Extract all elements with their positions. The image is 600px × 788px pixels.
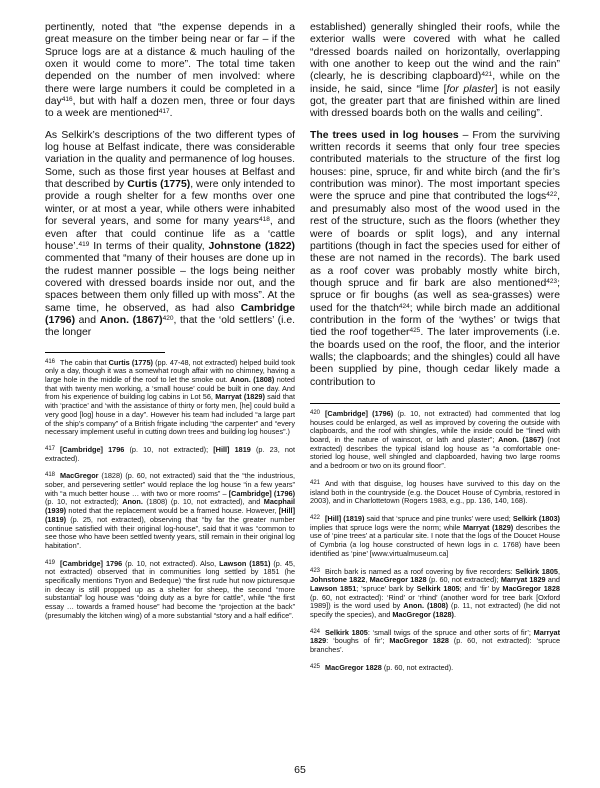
bold-citation: Johnstone 1822 <box>310 575 366 585</box>
footnote-424 <box>310 629 560 655</box>
footnote-425 <box>310 664 560 673</box>
bold-citation: Anon. (1808) <box>403 601 449 611</box>
text-run: And with that disguise, log houses have survived to this day on the island both in the countryside (e.g. the Doucet House of Cymbria, restored in 2003), and in Charlottetown (Rogers 1983, e.g., pp. 136, 140, 168). <box>310 478 560 506</box>
bold-citation: Cambridge (1796) <box>45 302 295 326</box>
text-run: ; ‘spruce’ bark by <box>356 583 417 593</box>
text-run: (p. 60, not extracted): ‘Rind’ or ‘rhind’ (another word for tree bark [Oxford 1989]) is the word used by <box>310 592 560 611</box>
text-run: ; while birch made an additional contribution in the form of the ‘wythes’ or twigs that tied the roof together <box>310 302 560 339</box>
text-run: (1808) (p. 10, not extracted), and <box>142 497 264 507</box>
text-run: commented that “many of their houses are done up in the rudest manner possible – the logs being neither covered with dressed boards inside nor out, and the spaces between them only filled up with moss”. At the same time, he observed, as had also <box>45 253 295 314</box>
text-run: (pp. 47-48, not extracted) helped build took only a day, though it was a somewhat rough affair with no chimney, having a large hole in the middle of the roof to let the smoke out. <box>45 357 295 384</box>
text-run: (p. 45, not extracted) observed that in communities long settled by 1851 (he specifically mentions Tryon and Bedeque) “the first rude hut now picturesque in decay is still propped up as a shelter for sheep, the second “more substantial” log house was “doing duty as a byre for cattle”, while “the first essay … towards a framed house” had become the “projection at the back” (presumably the kitchen wing) of a more substantial “story and a half edifice”. <box>45 558 295 620</box>
text-run: (1828) (p. 60, not extracted) said that the “the industrious, sober, and persevering settler” would replace the log house “in a few years” with “a much better house … with two or more rooms” – <box>45 471 295 498</box>
bold-citation: Anon. (1808) <box>230 375 275 384</box>
bold-citation: Selkirk 1805 <box>416 583 460 593</box>
bold-citation: Curtis (1775) <box>127 179 191 191</box>
bold-citation: MacGregor 1828 <box>502 583 560 593</box>
text-run: ; spruce or fir boughs (as well as sea-grasses) were used for the thatch <box>310 277 560 314</box>
text-run: (p. 25, not extracted), observing that “by far the greater number continue satisfied with their original log-house”, said that it was “common to see those who have been settled twenty years, still remain in their original log habitation”. <box>45 514 295 550</box>
right-footnotes <box>310 410 560 673</box>
body-paragraph <box>310 22 560 121</box>
bold-citation: Macphail (1939) <box>45 497 296 516</box>
footnote-number: 419 <box>45 559 56 566</box>
footnote-ref: 422 <box>546 191 558 199</box>
text-run: – From the surviving written records it seems that only four tree species contributed materials to the structure of the first log houses: pine, spruce, fir and white birch (and the fir’s contribution was minor). The most important species were the spruce and pine that contributed the logs <box>310 129 560 203</box>
footnote-417 <box>45 446 295 463</box>
footnote-420 <box>310 410 560 471</box>
bold-citation: MacGregor 1828 <box>369 575 427 585</box>
footnote-422 <box>310 515 560 559</box>
footnote-number: 417 <box>45 445 56 452</box>
footnote-418 <box>45 472 295 550</box>
left-body-text <box>45 22 295 340</box>
bold-citation: Selkirk (1803) <box>512 514 560 523</box>
text-run: describes the use of ‘pine trees’ at a particular site. I note that the logs of the Doucet House of Cymbria (a log house constructed of hewn logs in <box>310 522 561 550</box>
bold-citation: Anon. <box>122 497 143 507</box>
footnote-ref: 420 <box>162 314 174 322</box>
footnote-ref: 416 <box>61 96 73 104</box>
right-body-text <box>310 22 560 389</box>
text-run: and <box>75 314 100 326</box>
bold-citation: Lawson 1851 <box>310 583 357 593</box>
footnote-number: 421 <box>310 479 321 486</box>
footnote-number: 423 <box>310 567 321 574</box>
text-run: (p. 10, not extracted); <box>45 497 123 507</box>
bold-citation: MacGregor <box>60 471 99 481</box>
italic-text: c. <box>493 540 500 550</box>
text-run: , that the ‘old settlers’ (i.e. the longer <box>45 314 295 339</box>
text-run: (p. 23, not extracted). <box>45 444 296 463</box>
text-run: (p. 10, not extracted). Also, <box>122 558 220 568</box>
bold-citation: Marryat 1829 <box>500 575 546 585</box>
bold-citation: [Cambridge] 1796 <box>60 558 123 568</box>
text-run: The cabin that <box>60 357 109 367</box>
footnote-ref: 423 <box>546 277 558 285</box>
text-run: (not extracted) describes the typical island log house as “a comfortable one-storied log house, well shingled and clapboarded, having two large rooms and a bedroom or two on its ground floor”. <box>310 435 560 471</box>
footnote-number: 418 <box>45 472 56 479</box>
bold-citation: Selkirk 1805 <box>515 566 558 576</box>
bold-citation: MacGregor (1828) <box>392 610 454 620</box>
footnote-ref: 417 <box>158 108 170 116</box>
bold-citation: Marryat (1829) <box>215 392 265 402</box>
bold-citation: [Cambridge] (1796) <box>228 488 295 498</box>
text-run: , and presumably also most of the wood used in the rest of the structure, such as the floors (whether they were of boards or split logs), and any internal partitions (though in fact the species used for either of these are not named in the records). The bark used as a roof cover was probably mostly white birch, though spruce and fir bark are also mentioned <box>310 191 560 289</box>
body-paragraph <box>310 130 560 389</box>
text-run: . <box>454 610 457 620</box>
footnote-rule <box>310 403 560 404</box>
text-run: established) generally shingled their roofs, while the exterior walls were covered with what he called “dressed boards nailed on horizontally, overlapping with one another to keep out the wind and the rain” (clearly, he is describing clapboard) <box>310 22 560 83</box>
bold-citation: Anon. (1867) <box>498 435 544 445</box>
bold-citation: Anon. (1867) <box>99 314 163 326</box>
bold-citation: [Hill] (1819) <box>45 506 295 524</box>
bold-citation: Johnstone (1822) <box>208 240 295 252</box>
bold-citation: Selkirk 1805 <box>325 627 368 637</box>
text-run: (p. 60, not extracted): ‘spruce branches’. <box>310 636 560 655</box>
text-run: said that with ‘practice’ and ‘with the assistance of thirty or forty men, [he] could build a very good [log] house in a day”. However his team had included “a large part of the ship’s company” of a British frigate including “the carpenter” and “every necessary implement useful in cutting down trees and building log houses”.) <box>45 392 295 437</box>
bold-citation: [Hill] 1819 <box>213 444 251 454</box>
text-run: : ‘boughs of fir’; <box>326 636 390 646</box>
text-run: (p. 60, not extracted). <box>381 662 454 672</box>
bold-citation: Marryat 1829 <box>310 627 561 646</box>
left-footnotes <box>45 359 295 621</box>
text-run: In terms of their quality, <box>89 240 209 252</box>
text-run: . <box>169 108 173 120</box>
text-run: noted that with twenty men working, a ‘small house’ could be built in one day. And from his experience of building log cabins in Lot 56, <box>45 375 295 402</box>
footnote-421 <box>310 480 560 506</box>
footnote-number: 424 <box>310 628 321 635</box>
text-run: . The later improvements (i.e. the boards used on the roof, the floor, and the interior walls; the clapboards; and the shingles) could all have been supplied by pine, though cedar likely made a contribution to <box>310 327 560 388</box>
text-run: implies that spruce logs were the norm; while <box>310 522 464 532</box>
footnote-number: 420 <box>310 409 321 416</box>
text-run: , <box>365 575 370 585</box>
footnote-rule <box>45 352 165 353</box>
text-run: (p. 11, not extracted) (he did not specify the species), and <box>310 601 560 620</box>
text-run: , while on the inside, he said, since “lime [ <box>310 71 560 95</box>
text-run: , were only intended to provide a rough shelter for a few months over one winter, or at most a year, while others were inhabited for several years, and some for many years <box>45 179 295 228</box>
text-run: pertinently, noted that “the expense depends in a great measure on the timber being near or far – if the Spruce logs are at a distance & much hauling of the oxen it would come to more”. The total time taken depended on the number of men involved: where there were large numbers it could be completed in a day <box>45 22 295 108</box>
right-column <box>310 22 560 682</box>
footnote-419 <box>45 560 295 621</box>
text-run: , <box>557 566 560 576</box>
left-column <box>45 22 295 630</box>
footnote-ref: 418 <box>259 216 270 224</box>
text-run: ] is not easily got, the greater part that are finished within are lined with dressed boards both on the walls and ceiling”. <box>310 83 561 120</box>
footnote-ref: 419 <box>78 240 90 248</box>
text-run: : ‘small twigs of the spruce and other sorts of fir’; <box>367 627 534 637</box>
bold-citation: [Hill] (1819) <box>325 514 365 523</box>
text-run: Birch bark is named as a roof covering by five recorders: <box>325 566 516 576</box>
text-run: As Selkirk’s descriptions of the two different types of log house at Belfast indicate, there was considerable variation in the quality and permanence of log houses. Some, such as those first year houses at Belfast and that described by <box>45 129 295 191</box>
footnote-416 <box>45 359 295 437</box>
page-number: 65 <box>294 764 306 776</box>
text-run: , but with half a dozen men, three or four days to a week are mentioned <box>45 96 295 120</box>
footnote-ref: 424 <box>398 302 410 310</box>
bold-citation: MacGregor 1828 <box>325 662 382 672</box>
body-paragraph <box>45 130 295 340</box>
bold-citation: [Cambridge] 1796 <box>60 444 125 454</box>
footnote-number: 416 <box>45 358 56 365</box>
footnote-number: 425 <box>310 663 321 670</box>
bold-citation: [Cambridge] (1796) <box>325 408 394 418</box>
bold-citation: MacGregor 1828 <box>389 636 449 646</box>
bold-citation: Curtis (1775) <box>108 357 153 367</box>
bold-citation: Lawson (1851) <box>219 558 271 568</box>
text-run: ; and ‘fir’ by <box>459 583 503 593</box>
text-run: (p. 10, not extracted); <box>124 444 214 454</box>
text-run: (p. 60, not extracted); <box>426 575 501 585</box>
italic-text: for plaster <box>446 83 495 95</box>
bold-citation: Marryat (1829) <box>463 522 514 532</box>
body-paragraph <box>45 22 295 121</box>
footnote-number: 422 <box>310 515 321 521</box>
text-run: (p. 10, not extracted) had commented that log houses could be enlarged, as well as improved by covering the outside with clapboards, and the roof with shingles, while the inside could be “lined with board, in the nature of wainscot, or lath and plaster”; <box>310 408 561 445</box>
text-run: noted that the replacement would be a framed house. However, <box>66 506 279 516</box>
text-run: and <box>545 575 560 585</box>
text-run: said that ‘spruce and pine trunks’ were used; <box>364 514 513 523</box>
text-run: , and even after that could continue life as a ‘cattle house’. <box>45 216 295 252</box>
footnote-ref: 425 <box>409 327 421 335</box>
bold-citation: The trees used in log houses <box>310 129 459 141</box>
text-run: 1768) have been identified as ‘pine’ [www.virtualmuseum.ca] <box>310 540 560 558</box>
footnote-423 <box>310 568 560 620</box>
footnote-ref: 421 <box>481 71 493 79</box>
